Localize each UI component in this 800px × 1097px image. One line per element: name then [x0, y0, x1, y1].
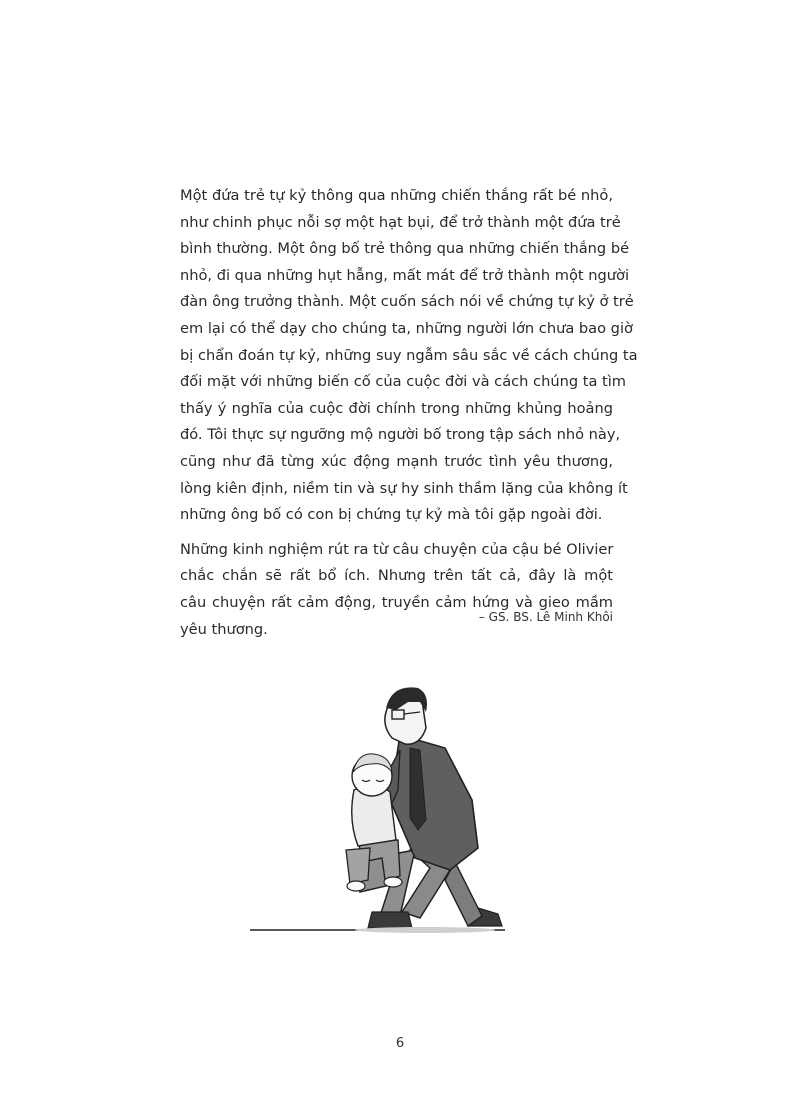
text-line: như chinh phục nỗi sợ một hạt bụi, để trở thành một đứa trẻ: [180, 213, 621, 231]
attribution: – GS. BS. Lê Minh Khôi: [478, 610, 613, 624]
text-line: đàn ông trưởng thành. Một cuốn sách nói về chứng tự kỷ ở trẻ: [180, 293, 634, 311]
text-line: cũng như đã từng xúc động mạnh trước tình yêu thương,: [180, 452, 613, 470]
text-line: em lại có thể dạy cho chúng ta, những người lớn chưa bao giờ: [180, 319, 633, 337]
text-line: câu chuyện rất cảm động, truyền cảm hứng và gieo mầm: [180, 593, 613, 611]
page-number: 6: [395, 1036, 405, 1051]
text-line: những ông bố có con bị chứng tự kỷ mà tôi gặp ngoài đời.: [180, 506, 603, 524]
text-line: Những kinh nghiệm rút ra từ câu chuyện của cậu bé Olivier: [180, 540, 614, 558]
text-line: đối mặt với những biến cố của cuộc đời và cách chúng ta tìm: [180, 373, 627, 391]
text-line: chắc chắn sẽ rất bổ ích. Nhưng trên tất cả, đây là một: [180, 567, 613, 585]
text-line: đó. Tôi thực sự ngưỡng mộ người bố trong tập sách nhỏ này,: [180, 426, 621, 444]
text-line: Một đứa trẻ tự kỷ thông qua những chiến thắng rất bé nhỏ,: [180, 187, 613, 204]
paragraph-2: [180, 537, 613, 643]
text-line: thấy ý nghĩa của cuộc đời chính trong những khủng hoảng: [180, 399, 613, 417]
text-line: lòng kiên định, niềm tin và sự hy sinh thầm lặng của không ít: [180, 479, 628, 497]
text-line: bình thường. Một ông bố trẻ thông qua những chiến thắng bé: [180, 240, 630, 258]
text-line: yêu thương.: [180, 620, 268, 638]
paragraph-1: [180, 183, 638, 529]
father-son-illustration: [250, 680, 510, 935]
body-text: [180, 183, 638, 643]
text-line: nhỏ, đi qua những hụt hẫng, mất mát để trở thành một người: [180, 266, 630, 284]
text-line: bị chẩn đoán tự kỷ, những suy ngẫm sâu sắc về cách chúng ta: [180, 346, 638, 364]
